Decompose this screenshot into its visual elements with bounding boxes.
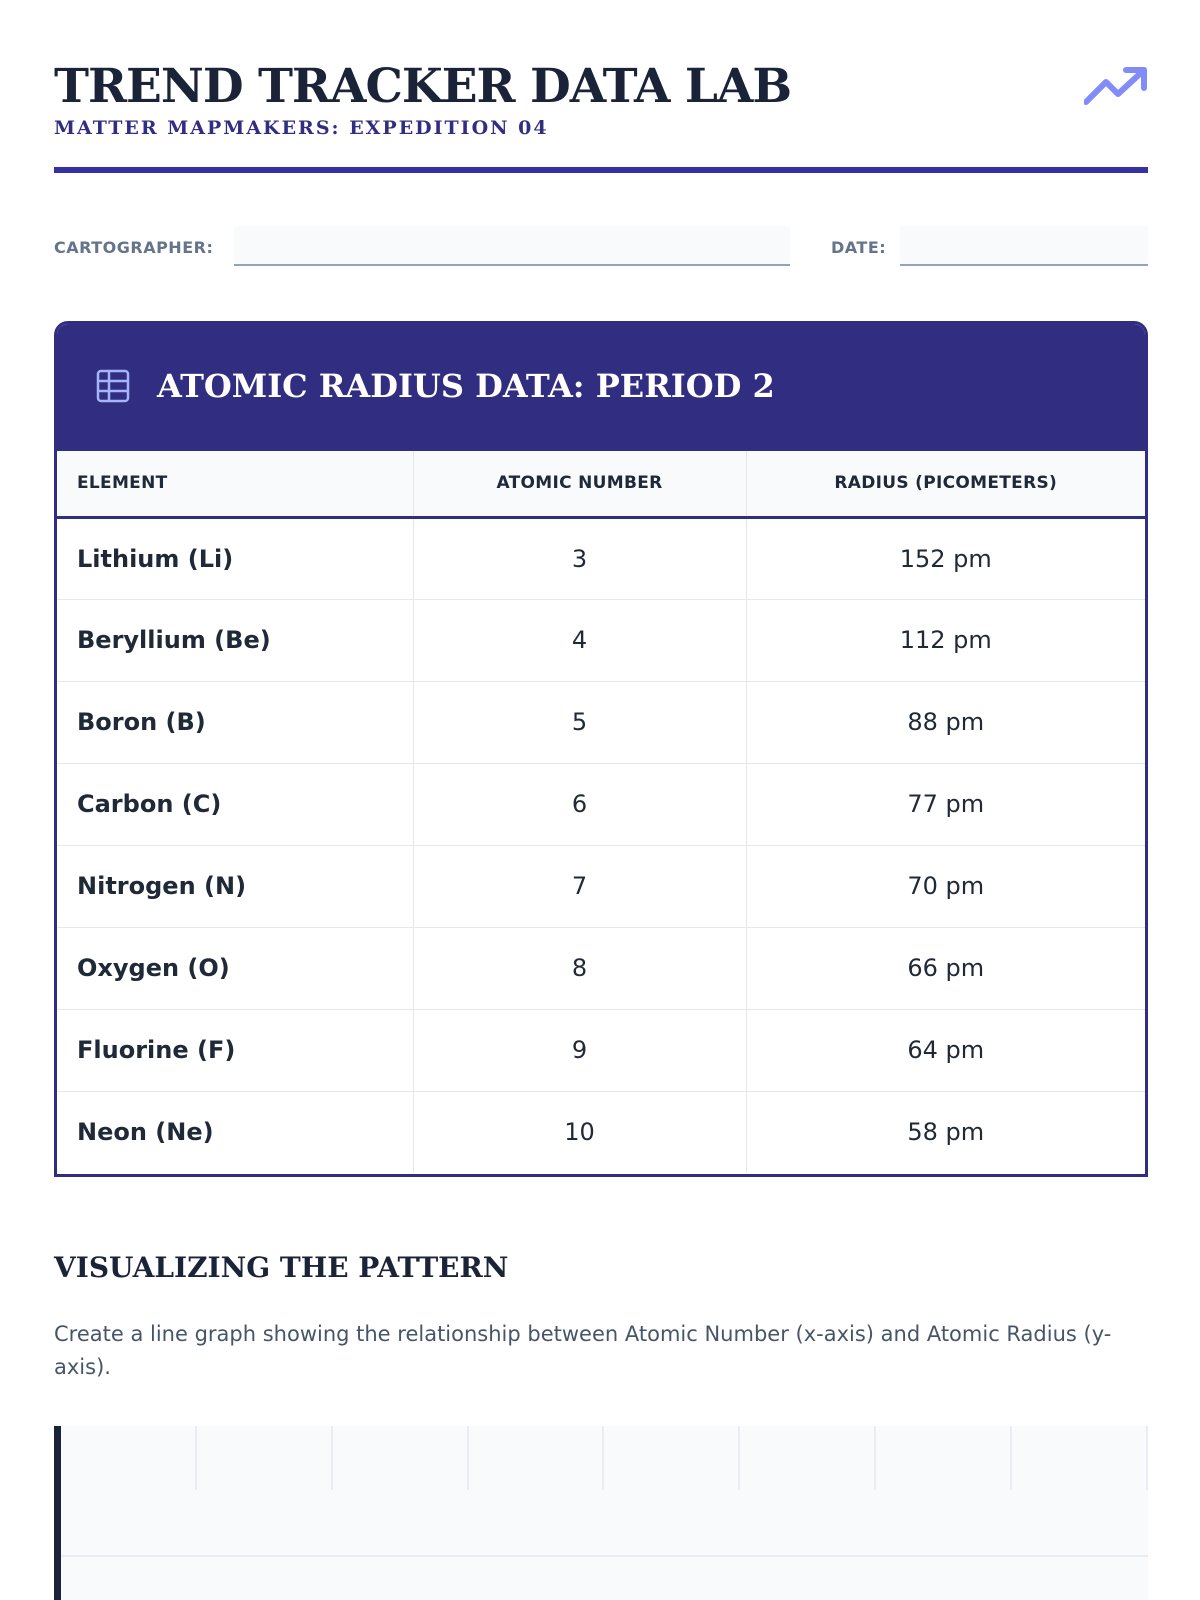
table-row: [57, 599, 1145, 681]
card-title: ATOMIC RADIUS DATA: PERIOD 2: [157, 367, 775, 405]
element-cell: Beryllium (Be): [57, 599, 413, 681]
page-header: [54, 58, 1148, 174]
table-row: [57, 1009, 1145, 1091]
column-header-radius: RADIUS (PICOMETERS): [746, 451, 1145, 517]
atomic-number-cell: 5: [413, 681, 746, 763]
element-cell: Boron (B): [57, 681, 413, 763]
element-cell: Lithium (Li): [57, 517, 413, 599]
radius-cell: 77 pm: [746, 763, 1145, 845]
atomic-number-cell: 10: [413, 1091, 746, 1173]
radius-cell: 88 pm: [746, 681, 1145, 763]
radius-cell: 66 pm: [746, 927, 1145, 1009]
table-row: [57, 845, 1145, 927]
graph-y-axis: [54, 1426, 61, 1600]
table-row: [57, 517, 1145, 599]
radius-cell: 64 pm: [746, 1009, 1145, 1091]
atomic-number-cell: 9: [413, 1009, 746, 1091]
cartographer-input[interactable]: [234, 226, 790, 266]
atomic-number-cell: 8: [413, 927, 746, 1009]
column-header-element: ELEMENT: [57, 451, 413, 517]
table-grid-icon: [96, 369, 130, 403]
card-header: [57, 324, 1145, 451]
page-subtitle: MATTER MAPMAKERS: EXPEDITION 04: [54, 117, 549, 139]
cartographer-label: CARTOGRAPHER:: [54, 238, 214, 257]
atomic-radius-table: [57, 451, 1145, 1173]
table-header-row: [57, 451, 1145, 517]
radius-cell: 112 pm: [746, 599, 1145, 681]
atomic-radius-card: [54, 321, 1148, 1177]
date-input[interactable]: [900, 226, 1148, 266]
element-cell: Nitrogen (N): [57, 845, 413, 927]
column-header-atomic-number: ATOMIC NUMBER: [413, 451, 746, 517]
table-row: [57, 927, 1145, 1009]
atomic-number-cell: 6: [413, 763, 746, 845]
header-divider: [54, 167, 1148, 173]
table-row: [57, 1091, 1145, 1173]
page-title: TREND TRACKER DATA LAB: [54, 59, 792, 114]
atomic-number-cell: 7: [413, 845, 746, 927]
atomic-number-cell: 3: [413, 517, 746, 599]
visualize-instructions: Create a line graph showing the relationship between Atomic Number (x-axis) and Atomic Radius (y-axis).: [54, 1322, 1112, 1379]
radius-cell: 70 pm: [746, 845, 1145, 927]
visualize-section-title: VISUALIZING THE PATTERN: [54, 1251, 509, 1284]
table-row: [57, 763, 1145, 845]
element-cell: Carbon (C): [57, 763, 413, 845]
table-row: [57, 681, 1145, 763]
date-label: DATE:: [831, 238, 887, 257]
element-cell: Neon (Ne): [57, 1091, 413, 1173]
radius-cell: 58 pm: [907, 1118, 985, 1147]
radius-cell: 152 pm: [746, 517, 1145, 599]
element-cell: Fluorine (F): [57, 1009, 413, 1091]
student-info-row: [54, 226, 1148, 268]
element-cell: Oxygen (O): [57, 927, 413, 1009]
graph-grid-lines: [54, 1426, 1148, 1600]
atomic-number-cell: 4: [413, 599, 746, 681]
trend-up-icon: [1084, 66, 1148, 106]
blank-graph-grid[interactable]: [54, 1426, 1148, 1600]
